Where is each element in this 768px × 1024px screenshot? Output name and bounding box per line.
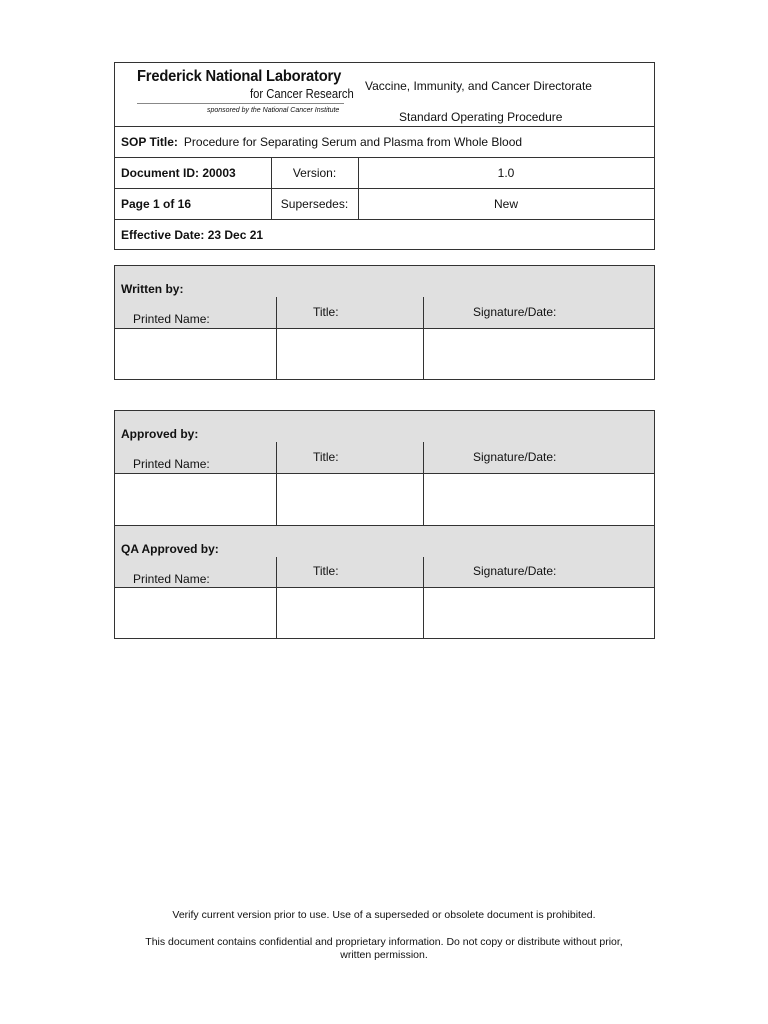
footer-permission: written permission.	[340, 949, 428, 961]
logo-sponsor: sponsored by the National Cancer Institute	[207, 107, 340, 114]
printed-name-field[interactable]	[115, 474, 276, 525]
document-id-row	[115, 157, 654, 188]
page-row	[115, 188, 654, 219]
title-field[interactable]	[277, 474, 423, 525]
directorate-name: Vaccine, Immunity, and Cancer Directorate	[365, 79, 592, 93]
qa-approved-by-entry-row	[115, 588, 654, 639]
approved-by-entry-row	[115, 474, 654, 525]
qa-approved-by-columns	[115, 557, 654, 587]
signature-date-label: Signature/Date:	[473, 564, 557, 578]
written-by-table	[114, 265, 655, 380]
title-label: Title:	[313, 564, 339, 578]
written-by-columns	[115, 297, 654, 328]
page-count: Page 1 of 16	[121, 196, 192, 211]
title-field[interactable]	[277, 588, 423, 639]
logo-name: Frederick National Laboratory	[137, 68, 342, 85]
version-label: Version:	[292, 165, 337, 180]
printed-name-label: Printed Name:	[133, 572, 210, 586]
title-label: Title:	[313, 305, 339, 319]
signature-date-label: Signature/Date:	[473, 450, 557, 464]
signature-date-label: Signature/Date:	[473, 305, 557, 319]
effective-date: Effective Date: 23 Dec 21	[121, 227, 264, 242]
signature-date-field[interactable]	[424, 588, 654, 639]
document-header-table	[114, 62, 655, 250]
title-label: Title:	[313, 450, 339, 464]
written-by-heading-row	[115, 266, 654, 297]
sop-title-value: Procedure for Separating Serum and Plasma from Whole Blood	[183, 134, 523, 149]
printed-name-field[interactable]	[115, 588, 276, 639]
qa-approved-by-heading-row	[115, 526, 654, 557]
approved-by-columns	[115, 442, 654, 473]
approved-by-heading: Approved by:	[121, 427, 199, 441]
sop-title-row	[115, 126, 654, 157]
version-value: 1.0	[497, 165, 515, 180]
printed-name-label: Printed Name:	[133, 457, 210, 471]
effective-date-row	[115, 219, 654, 250]
document-type: Standard Operating Procedure	[399, 110, 563, 124]
logo-tagline: for Cancer Research	[250, 87, 354, 101]
document-id: Document ID: 20003	[121, 165, 236, 180]
approved-by-heading-row	[115, 411, 654, 442]
printed-name-label: Printed Name:	[133, 312, 210, 326]
sop-title-label: SOP Title:	[121, 134, 178, 149]
supersedes-label: Supersedes:	[280, 196, 349, 211]
fnl-logo	[115, 63, 358, 126]
written-by-heading: Written by:	[121, 282, 184, 296]
title-field[interactable]	[277, 329, 423, 380]
qa-approved-by-heading: QA Approved by:	[121, 542, 219, 556]
signature-date-field[interactable]	[424, 329, 654, 380]
divider	[358, 157, 359, 219]
footer-confidentiality: This document contains confidential and proprietary information. Do not copy or distribute without prior,	[145, 936, 623, 948]
logo-divider	[137, 103, 344, 104]
divider	[271, 157, 272, 219]
footer-version-notice: Verify current version prior to use. Use of a superseded or obsolete document is prohibited.	[172, 909, 596, 921]
signature-date-field[interactable]	[424, 474, 654, 525]
printed-name-field[interactable]	[115, 329, 276, 380]
approval-table	[114, 410, 655, 639]
supersedes-value: New	[493, 196, 518, 211]
written-by-entry-row	[115, 329, 654, 380]
